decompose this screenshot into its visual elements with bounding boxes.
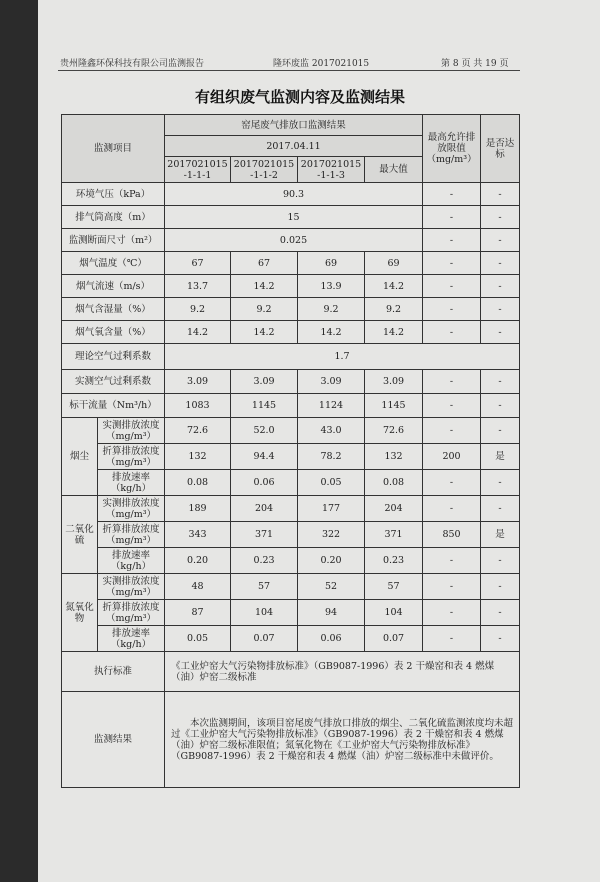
header-date: 2017.04.11 <box>165 136 423 157</box>
table-row <box>62 183 520 206</box>
page-number: 第 8 页 共 19 页 <box>441 59 509 69</box>
row-limit: - <box>423 275 481 298</box>
row-value: 132 <box>365 444 423 470</box>
table-row <box>62 275 520 298</box>
report-number: 隆环废监 2017021015 <box>273 59 370 69</box>
row-label: 烟气氧含量（%） <box>62 321 165 344</box>
row-compliance: 是 <box>481 444 520 470</box>
row-value: 132 <box>165 444 231 470</box>
row-sublabel: 排放速率（kg/h） <box>98 470 165 496</box>
row-compliance: - <box>481 206 520 229</box>
row-compliance: - <box>481 275 520 298</box>
header-limit: 最高允许排放限值（mg/m³） <box>423 115 481 183</box>
row-value: 0.23 <box>365 548 423 574</box>
row-compliance: - <box>481 229 520 252</box>
row-sublabel: 排放速率（kg/h） <box>98 548 165 574</box>
row-value: 3.09 <box>165 370 231 394</box>
row-sublabel: 折算排放浓度（mg/m³） <box>98 522 165 548</box>
table-row <box>62 298 520 321</box>
row-label: 排气筒高度（m） <box>62 206 165 229</box>
row-value: 371 <box>365 522 423 548</box>
row-value: 322 <box>298 522 365 548</box>
row-label: 实测空气过剩系数 <box>62 370 165 394</box>
row-compliance: - <box>481 600 520 626</box>
row-value: 52.0 <box>231 418 298 444</box>
row-value: 94.4 <box>231 444 298 470</box>
row-limit: - <box>423 418 481 444</box>
row-compliance: - <box>481 321 520 344</box>
table-row <box>62 206 520 229</box>
row-value: 14.2 <box>231 275 298 298</box>
row-value: 189 <box>165 496 231 522</box>
row-compliance: 是 <box>481 522 520 548</box>
group-label: 二氧化硫 <box>62 496 98 574</box>
table-row <box>62 470 520 496</box>
group-label: 烟尘 <box>62 418 98 496</box>
table-row <box>62 418 520 444</box>
row-value: 69 <box>298 252 365 275</box>
table-row <box>62 394 520 418</box>
row-compliance: - <box>481 418 520 444</box>
page-title: 有组织废气监测内容及监测结果 <box>194 88 405 106</box>
row-limit: - <box>423 574 481 600</box>
row-value: 0.08 <box>165 470 231 496</box>
row-sublabel: 折算排放浓度（mg/m³） <box>98 600 165 626</box>
table-row <box>62 626 520 652</box>
row-value: 14.2 <box>165 321 231 344</box>
header-result: 窑尾废气排放口监测结果 <box>165 115 423 136</box>
row-value: 0.05 <box>165 626 231 652</box>
table-row <box>62 574 520 600</box>
company-name: 贵州隆鑫环保科技有限公司监测报告 <box>60 59 205 69</box>
row-value: 57 <box>365 574 423 600</box>
table-row <box>62 444 520 470</box>
row-value: 1124 <box>298 394 365 418</box>
row-value: 87 <box>165 600 231 626</box>
row-value: 9.2 <box>298 298 365 321</box>
table-row <box>62 652 520 692</box>
row-compliance: - <box>481 496 520 522</box>
row-label: 环境气压（kPa） <box>62 183 165 206</box>
row-value: 72.6 <box>365 418 423 444</box>
row-value: 0.05 <box>298 470 365 496</box>
row-compliance: - <box>481 470 520 496</box>
header-rule <box>58 70 520 71</box>
table-row <box>62 252 520 275</box>
row-limit: - <box>423 298 481 321</box>
header-max: 最大值 <box>365 157 423 183</box>
row-limit: - <box>423 321 481 344</box>
row-value: 9.2 <box>231 298 298 321</box>
row-value: 0.08 <box>365 470 423 496</box>
row-sublabel: 排放速率（kg/h） <box>98 626 165 652</box>
row-value: 177 <box>298 496 365 522</box>
row-limit: - <box>423 252 481 275</box>
header-sample-3: 2017021015 -1-1-3 <box>298 157 365 183</box>
row-compliance: - <box>481 183 520 206</box>
row-value: 3.09 <box>231 370 298 394</box>
row-value: 90.3 <box>165 183 423 206</box>
row-value: 3.09 <box>365 370 423 394</box>
row-value: 14.2 <box>365 275 423 298</box>
header-sample-1: 2017021015 -1-1-1 <box>165 157 231 183</box>
row-value: 14.2 <box>298 321 365 344</box>
row-value: 1083 <box>165 394 231 418</box>
row-limit: - <box>423 496 481 522</box>
row-value: 3.09 <box>298 370 365 394</box>
table-row <box>62 321 520 344</box>
row-value: 67 <box>231 252 298 275</box>
row-limit: - <box>423 600 481 626</box>
row-value: 0.20 <box>298 548 365 574</box>
row-value: 0.07 <box>231 626 298 652</box>
result-label: 监测结果 <box>62 692 165 788</box>
row-label: 标干流量（Nm³/h） <box>62 394 165 418</box>
table-row <box>62 522 520 548</box>
table-row <box>62 344 520 370</box>
standard-text: 《工业炉窑大气污染物排放标准》（GB9087-1996）表 2 干燥窑和表 4 燃煤（油）炉窑二级标准 <box>165 652 520 692</box>
row-sublabel: 实测排放浓度（mg/m³） <box>98 574 165 600</box>
row-sublabel: 折算排放浓度（mg/m³） <box>98 444 165 470</box>
row-value: 48 <box>165 574 231 600</box>
row-value: 52 <box>298 574 365 600</box>
table-row <box>62 370 520 394</box>
row-label: 烟气温度（℃） <box>62 252 165 275</box>
row-value: 14.2 <box>231 321 298 344</box>
header-sample-2: 2017021015 -1-1-2 <box>231 157 298 183</box>
row-limit: - <box>423 206 481 229</box>
row-compliance: - <box>481 252 520 275</box>
row-compliance: - <box>481 394 520 418</box>
row-value: 43.0 <box>298 418 365 444</box>
row-limit: - <box>423 370 481 394</box>
row-limit: - <box>423 394 481 418</box>
row-value: 69 <box>365 252 423 275</box>
row-value: 1.7 <box>165 344 520 370</box>
table-row <box>62 229 520 252</box>
row-value: 343 <box>165 522 231 548</box>
row-compliance: - <box>481 574 520 600</box>
row-value: 94 <box>298 600 365 626</box>
row-limit: - <box>423 548 481 574</box>
row-value: 13.9 <box>298 275 365 298</box>
row-value: 104 <box>365 600 423 626</box>
row-label: 理论空气过剩系数 <box>62 344 165 370</box>
row-compliance: - <box>481 548 520 574</box>
row-value: 1145 <box>231 394 298 418</box>
row-value: 78.2 <box>298 444 365 470</box>
header-item: 监测项目 <box>62 115 165 183</box>
monitoring-table <box>61 114 520 788</box>
row-sublabel: 实测排放浓度（mg/m³） <box>98 418 165 444</box>
row-value: 15 <box>165 206 423 229</box>
group-label: 氮氧化物 <box>62 574 98 652</box>
row-value: 371 <box>231 522 298 548</box>
row-value: 204 <box>231 496 298 522</box>
row-value: 0.025 <box>165 229 423 252</box>
table-row <box>62 548 520 574</box>
row-compliance: - <box>481 370 520 394</box>
row-sublabel: 实测排放浓度（mg/m³） <box>98 496 165 522</box>
standard-label: 执行标准 <box>62 652 165 692</box>
row-compliance: - <box>481 298 520 321</box>
row-value: 0.07 <box>365 626 423 652</box>
table-row <box>62 600 520 626</box>
row-value: 67 <box>165 252 231 275</box>
row-value: 0.06 <box>298 626 365 652</box>
row-value: 104 <box>231 600 298 626</box>
row-value: 72.6 <box>165 418 231 444</box>
row-limit: - <box>423 470 481 496</box>
row-value: 14.2 <box>365 321 423 344</box>
row-limit: - <box>423 626 481 652</box>
row-limit: 850 <box>423 522 481 548</box>
row-value: 57 <box>231 574 298 600</box>
row-limit: - <box>423 229 481 252</box>
result-text: 本次监测期间，该项目窑尾废气排放口排放的烟尘、二氧化硫监测浓度均未超过《工业炉窑大气污染物排放标准》（GB9087-1996）表 2 干燥窑和表 4 燃煤（油）炉窑二级标准限值；氮氧化物在《工业炉窑大气污染物排放标准》（GB9087-1996）表 2 干燥窑和表 4 燃煤（油）炉窑二级标准中未做评价。 <box>165 692 520 788</box>
row-value: 9.2 <box>365 298 423 321</box>
row-limit: 200 <box>423 444 481 470</box>
row-value: 13.7 <box>165 275 231 298</box>
row-value: 204 <box>365 496 423 522</box>
row-label: 烟气含湿量（%） <box>62 298 165 321</box>
row-value: 0.23 <box>231 548 298 574</box>
table-row <box>62 496 520 522</box>
row-value: 0.20 <box>165 548 231 574</box>
row-label: 烟气流速（m/s） <box>62 275 165 298</box>
row-compliance: - <box>481 626 520 652</box>
header-compliance: 是否达标 <box>481 115 520 183</box>
row-limit: - <box>423 183 481 206</box>
table-row <box>62 692 520 788</box>
row-value: 9.2 <box>165 298 231 321</box>
row-value: 0.06 <box>231 470 298 496</box>
row-label: 监测断面尺寸（m²） <box>62 229 165 252</box>
row-value: 1145 <box>365 394 423 418</box>
